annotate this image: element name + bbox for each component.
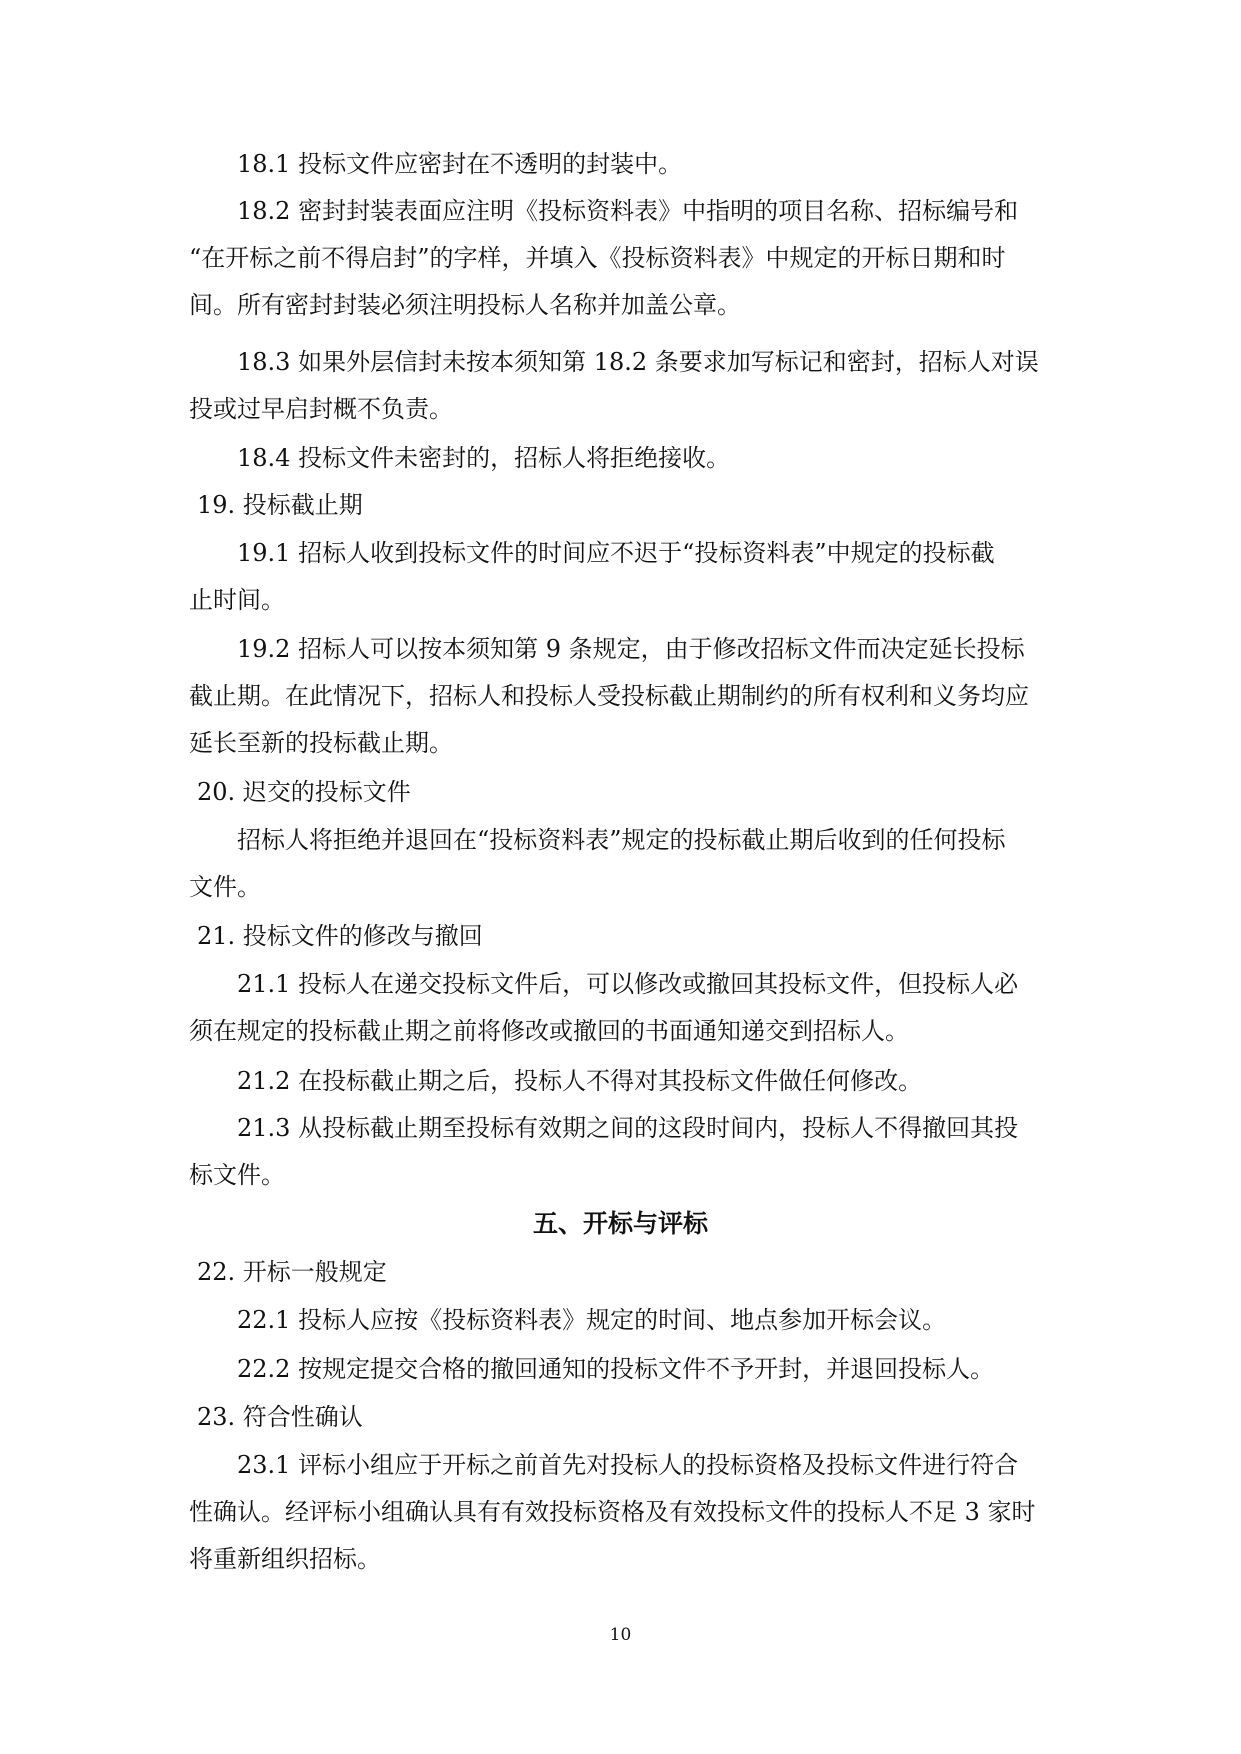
section-title: 五、开标与评标 <box>532 1209 708 1238</box>
text-line: 须在规定的投标截止期之前将修改或撤回的书面通知递交到招标人。 <box>189 1017 909 1045</box>
text-line: 标文件。 <box>189 1161 285 1189</box>
text-line: 21.1 投标人在递交投标文件后，可以修改或撤回其投标文件，但投标人必 <box>237 970 1019 998</box>
heading-line: 21. 投标文件的修改与撤回 <box>197 922 483 950</box>
text-line: 22.1 投标人应按《投标资料表》规定的时间、地点参加开标会议。 <box>237 1306 947 1334</box>
text-line: 22.2 按规定提交合格的撤回通知的投标文件不予开封，并退回投标人。 <box>237 1355 995 1383</box>
text-line: 间。所有密封封装必须注明投标人名称并加盖公章。 <box>189 291 741 319</box>
text-line: 21.3 从投标截止期至投标有效期之间的这段时间内，投标人不得撤回其投 <box>237 1114 1019 1142</box>
text-line: 19.1 招标人收到投标文件的时间应不迟于“投标资料表”中规定的投标截 <box>237 539 995 567</box>
text-line: 18.4 投标文件未密封的，招标人将拒绝接收。 <box>237 444 731 472</box>
text-line: 投或过早启封概不负责。 <box>189 395 453 423</box>
text-line: 将重新组织招标。 <box>189 1545 381 1573</box>
heading-line: 23. 符合性确认 <box>197 1403 363 1431</box>
heading-line: 20. 迟交的投标文件 <box>197 778 411 806</box>
heading-line: 22. 开标一般规定 <box>197 1258 387 1286</box>
heading-line: 19. 投标截止期 <box>197 491 363 519</box>
text-line: 23.1 评标小组应于开标之前首先对投标人的投标资格及投标文件进行符合 <box>237 1451 1019 1479</box>
text-line: 18.1 投标文件应密封在不透明的封装中。 <box>237 150 683 178</box>
text-line: 19.2 招标人可以按本须知第 9 条规定，由于修改招标文件而决定延长投标 <box>237 635 1025 663</box>
text-line: 21.2 在投标截止期之后，投标人不得对其投标文件做任何修改。 <box>237 1067 923 1095</box>
text-line: 文件。 <box>189 873 261 901</box>
text-line: 性确认。经评标小组确认具有有效投标资格及有效投标文件的投标人不足 3 家时 <box>189 1498 1036 1526</box>
text-line: 止时间。 <box>189 586 285 614</box>
text-line: 18.2 密封封装表面应注明《投标资料表》中指明的项目名称、招标编号和 <box>237 197 1019 225</box>
text-line: 延长至新的投标截止期。 <box>189 729 453 757</box>
page-number: 10 <box>609 1625 632 1645</box>
text-line: “在开标之前不得启封”的字样，并填入《投标资料表》中规定的开标日期和时 <box>189 244 1006 272</box>
text-line: 18.3 如果外层信封未按本须知第 18.2 条要求加写标记和密封，招标人对误 <box>237 348 1039 376</box>
text-line: 招标人将拒绝并退回在“投标资料表”规定的投标截止期后收到的任何投标 <box>237 826 1006 854</box>
text-line: 截止期。在此情况下，招标人和投标人受投标截止期制约的所有权利和义务均应 <box>189 682 1029 710</box>
